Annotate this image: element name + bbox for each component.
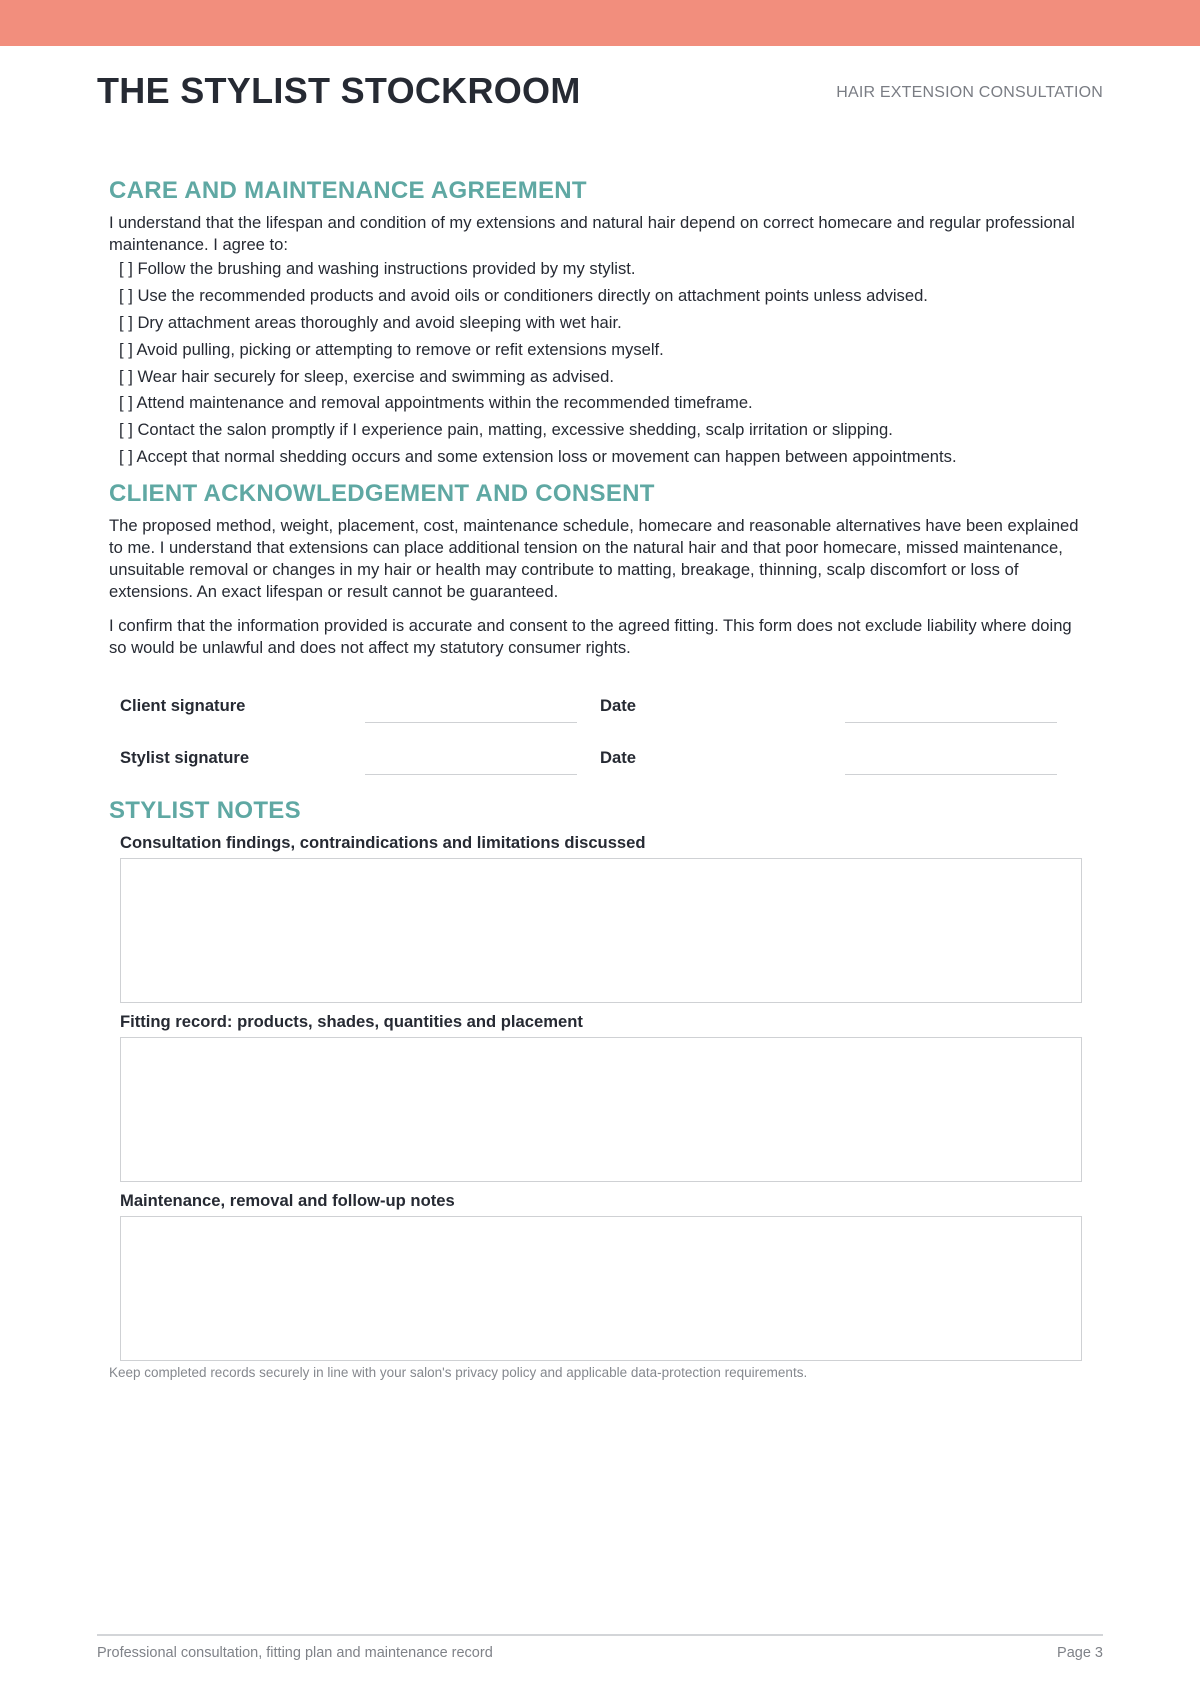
maintenance-label: Maintenance, removal and follow-up notes (120, 1191, 455, 1210)
stylist-signature-label: Stylist signature (120, 748, 250, 767)
checklist-item[interactable]: [ ] Use the recommended products and avoid oils or conditioners directly on attachment points unless advised. (119, 286, 928, 306)
care-section-title: CARE AND MAINTENANCE AGREEMENT (109, 177, 587, 204)
fitting-notes-box[interactable] (120, 1037, 1082, 1182)
fitting-label: Fitting record: products, shades, quantities and placement (120, 1012, 583, 1031)
page-content (109, 176, 1093, 1382)
consent-paragraph-1: The proposed method, weight, placement, cost, maintenance schedule, homecare and reasonable alternatives have been explained to me. I understand that extensions can place additional tension on the natural hair and that poor homecare, missed maintenance, unsuitable removal or changes in my hair or health may contribute to matting, breakage, thinning, scalp discomfort or loss of extensions. An exact lifespan or result cannot be guaranteed. (109, 515, 1079, 602)
findings-notes-box[interactable] (120, 858, 1082, 1003)
client-date-label: Date (600, 696, 636, 715)
checklist-item[interactable]: [ ] Avoid pulling, picking or attempting to remove or refit extensions myself. (119, 339, 664, 359)
footer-divider (97, 1634, 1103, 1636)
page-number: Page 3 (1057, 1645, 1103, 1661)
checklist-item[interactable]: [ ] Contact the salon promptly if I experience pain, matting, excessive shedding, scalp irritation or slipping. (119, 420, 893, 440)
care-intro: I understand that the lifespan and condition of my extensions and natural hair depend on correct homecare and regular professional maintenance. I agree to: (109, 213, 1075, 255)
client-date-line[interactable] (845, 722, 1057, 723)
findings-label: Consultation findings, contraindications and limitations discussed (120, 833, 646, 852)
stylist-date-line[interactable] (845, 774, 1057, 775)
footer-description: Professional consultation, fitting plan and maintenance record (97, 1645, 493, 1661)
consent-paragraph-2: I confirm that the information provided is accurate and consent to the agreed fitting. This form does not exclude liability where doing so would be unlawful and does not affect my statutory consumer rights. (109, 615, 1072, 657)
client-signature-line[interactable] (365, 722, 577, 723)
stylist-signature-row (120, 736, 1068, 788)
checklist-item[interactable]: [ ] Dry attachment areas thoroughly and avoid sleeping with wet hair. (119, 313, 622, 332)
privacy-note: Keep completed records securely in line with your salon's privacy policy and applicable data-protection requirements. (109, 1365, 808, 1380)
page-header (97, 70, 1103, 114)
stylist-signature-line[interactable] (365, 774, 577, 775)
checklist-item[interactable]: [ ] Follow the brushing and washing instructions provided by my stylist. (119, 259, 636, 279)
checklist-item[interactable]: [ ] Wear hair securely for sleep, exercise and swimming as advised. (119, 366, 614, 386)
brand-title: THE STYLIST STOCKROOM (97, 70, 581, 111)
maintenance-notes-box[interactable] (120, 1216, 1082, 1361)
top-color-band (0, 0, 1200, 46)
client-signature-label: Client signature (120, 696, 246, 715)
notes-section-title: STYLIST NOTES (109, 797, 301, 824)
document-type: HAIR EXTENSION CONSULTATION (836, 84, 1103, 101)
stylist-date-label: Date (600, 748, 636, 767)
client-signature-row (120, 684, 1068, 736)
consent-section-title: CLIENT ACKNOWLEDGEMENT AND CONSENT (109, 479, 655, 507)
checklist-item[interactable]: [ ] Accept that normal shedding occurs and some extension loss or movement can happen between appointments. (119, 446, 957, 466)
checklist-item[interactable]: [ ] Attend maintenance and removal appointments within the recommended timeframe. (119, 393, 753, 413)
care-checklist (119, 256, 1093, 470)
